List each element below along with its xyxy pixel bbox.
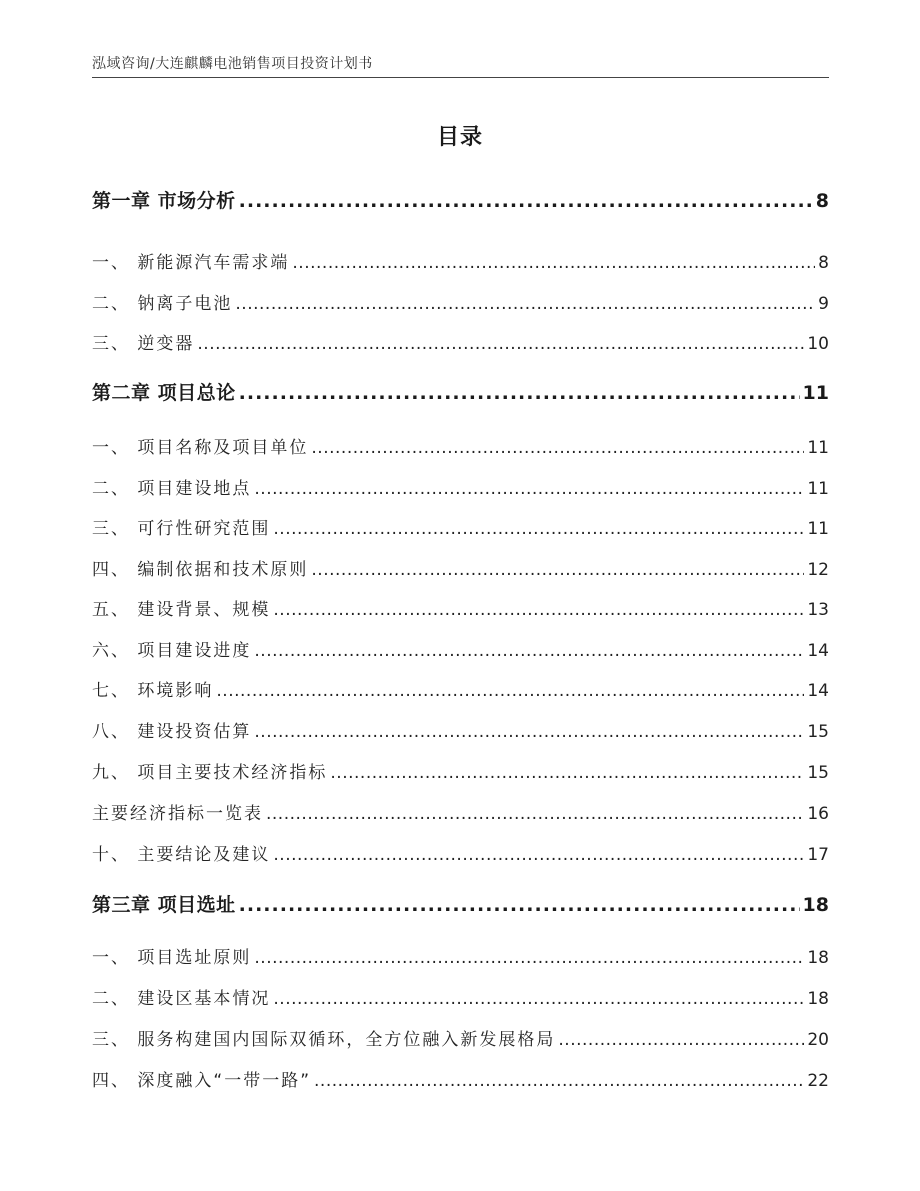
toc-entry-label: 二、 项目建设地点 xyxy=(92,479,252,499)
dot-leader xyxy=(273,519,804,539)
toc-section[interactable] xyxy=(92,943,829,968)
toc-entry-label: 十、 主要结论及建议 xyxy=(92,845,271,865)
toc-page-number: 18 xyxy=(807,989,829,1009)
toc-section[interactable] xyxy=(92,248,829,273)
toc-section[interactable] xyxy=(92,1025,829,1050)
toc-entry-label: 主要经济指标一览表 xyxy=(92,804,263,824)
toc-chapter-1[interactable] xyxy=(92,186,829,213)
toc-section[interactable] xyxy=(92,840,829,865)
dot-leader xyxy=(311,560,804,580)
toc-section[interactable] xyxy=(92,1066,829,1091)
dot-leader xyxy=(292,253,815,273)
toc-page-number: 20 xyxy=(807,1030,829,1050)
dot-leader xyxy=(311,438,804,458)
toc-page-number: 13 xyxy=(807,600,829,620)
toc-entry-label: 五、 建设背景、规模 xyxy=(92,600,271,620)
toc-section[interactable] xyxy=(92,676,829,701)
toc-entry-label: 八、 建设投资估算 xyxy=(92,722,252,742)
toc-section[interactable] xyxy=(92,636,829,661)
toc-page-number: 12 xyxy=(807,560,829,580)
dot-leader xyxy=(273,600,804,620)
toc-page-number: 14 xyxy=(807,641,829,661)
toc-page-number: 22 xyxy=(807,1071,829,1091)
toc-entry-label: 六、 项目建设进度 xyxy=(92,641,252,661)
toc-entry-label: 四、 深度融入“一带一路” xyxy=(92,1071,312,1091)
toc-section[interactable] xyxy=(92,329,829,354)
toc-section[interactable] xyxy=(92,758,829,783)
toc-section[interactable] xyxy=(92,514,829,539)
toc-entry-label: 第一章 市场分析 xyxy=(92,190,236,212)
toc-page-number: 18 xyxy=(807,948,829,968)
toc-entry-label: 七、 环境影响 xyxy=(92,681,214,701)
toc-entry-label: 四、 编制依据和技术原则 xyxy=(92,560,309,580)
dot-leader xyxy=(239,190,813,212)
toc-chapter-2[interactable] xyxy=(92,378,829,405)
dot-leader xyxy=(558,1030,804,1050)
toc-page-number: 11 xyxy=(807,479,829,499)
toc-page-number: 8 xyxy=(815,190,829,212)
toc-entry-label: 二、 钠离子电池 xyxy=(92,294,233,314)
toc-section[interactable] xyxy=(92,595,829,620)
dot-leader xyxy=(254,948,804,968)
toc-entry-label: 第三章 项目选址 xyxy=(92,894,236,916)
dot-leader xyxy=(314,1071,804,1091)
toc-section[interactable] xyxy=(92,984,829,1009)
toc-heading: 目录 xyxy=(436,125,483,150)
dot-leader xyxy=(254,479,804,499)
toc-page-number: 18 xyxy=(802,894,829,916)
toc-page-number: 11 xyxy=(802,382,829,404)
toc-page-number: 8 xyxy=(818,253,829,273)
toc-entry-label: 三、 服务构建国内国际双循环，全方位融入新发展格局 xyxy=(92,1030,556,1050)
dot-leader xyxy=(197,334,804,354)
toc-page-number: 15 xyxy=(807,763,829,783)
dot-leader xyxy=(216,681,804,701)
toc-entry-label: 一、 项目选址原则 xyxy=(92,948,252,968)
toc-page-number: 17 xyxy=(807,845,829,865)
toc-entry-label: 一、 项目名称及项目单位 xyxy=(92,438,309,458)
toc-entry-label: 三、 可行性研究范围 xyxy=(92,519,271,539)
header-divider xyxy=(92,77,829,78)
dot-leader xyxy=(273,845,804,865)
toc-section[interactable] xyxy=(92,799,829,824)
toc-section[interactable] xyxy=(92,433,829,458)
running-header: 泓域咨询/大连麒麟电池销售项目投资计划书 xyxy=(92,56,373,72)
toc-section[interactable] xyxy=(92,717,829,742)
toc-page-number: 11 xyxy=(807,438,829,458)
toc-entry-label: 第二章 项目总论 xyxy=(92,382,236,404)
toc-page-number: 16 xyxy=(807,804,829,824)
dot-leader xyxy=(239,382,800,404)
dot-leader xyxy=(266,804,804,824)
toc-section[interactable] xyxy=(92,555,829,580)
dot-leader xyxy=(239,894,800,916)
toc-entry-label: 九、 项目主要技术经济指标 xyxy=(92,763,328,783)
toc-page-number: 14 xyxy=(807,681,829,701)
toc-section[interactable] xyxy=(92,474,829,499)
toc-entry-label: 三、 逆变器 xyxy=(92,334,195,354)
toc-page-number: 9 xyxy=(818,294,829,314)
toc-section[interactable] xyxy=(92,289,829,314)
dot-leader xyxy=(235,294,815,314)
dot-leader xyxy=(330,763,804,783)
toc-entry-label: 二、 建设区基本情况 xyxy=(92,989,271,1009)
dot-leader xyxy=(273,989,804,1009)
dot-leader xyxy=(254,641,804,661)
dot-leader xyxy=(254,722,804,742)
toc-entry-label: 一、 新能源汽车需求端 xyxy=(92,253,290,273)
toc-chapter-3[interactable] xyxy=(92,890,829,917)
toc-page-number: 10 xyxy=(807,334,829,354)
toc-page-number: 11 xyxy=(807,519,829,539)
toc-page-number: 15 xyxy=(807,722,829,742)
